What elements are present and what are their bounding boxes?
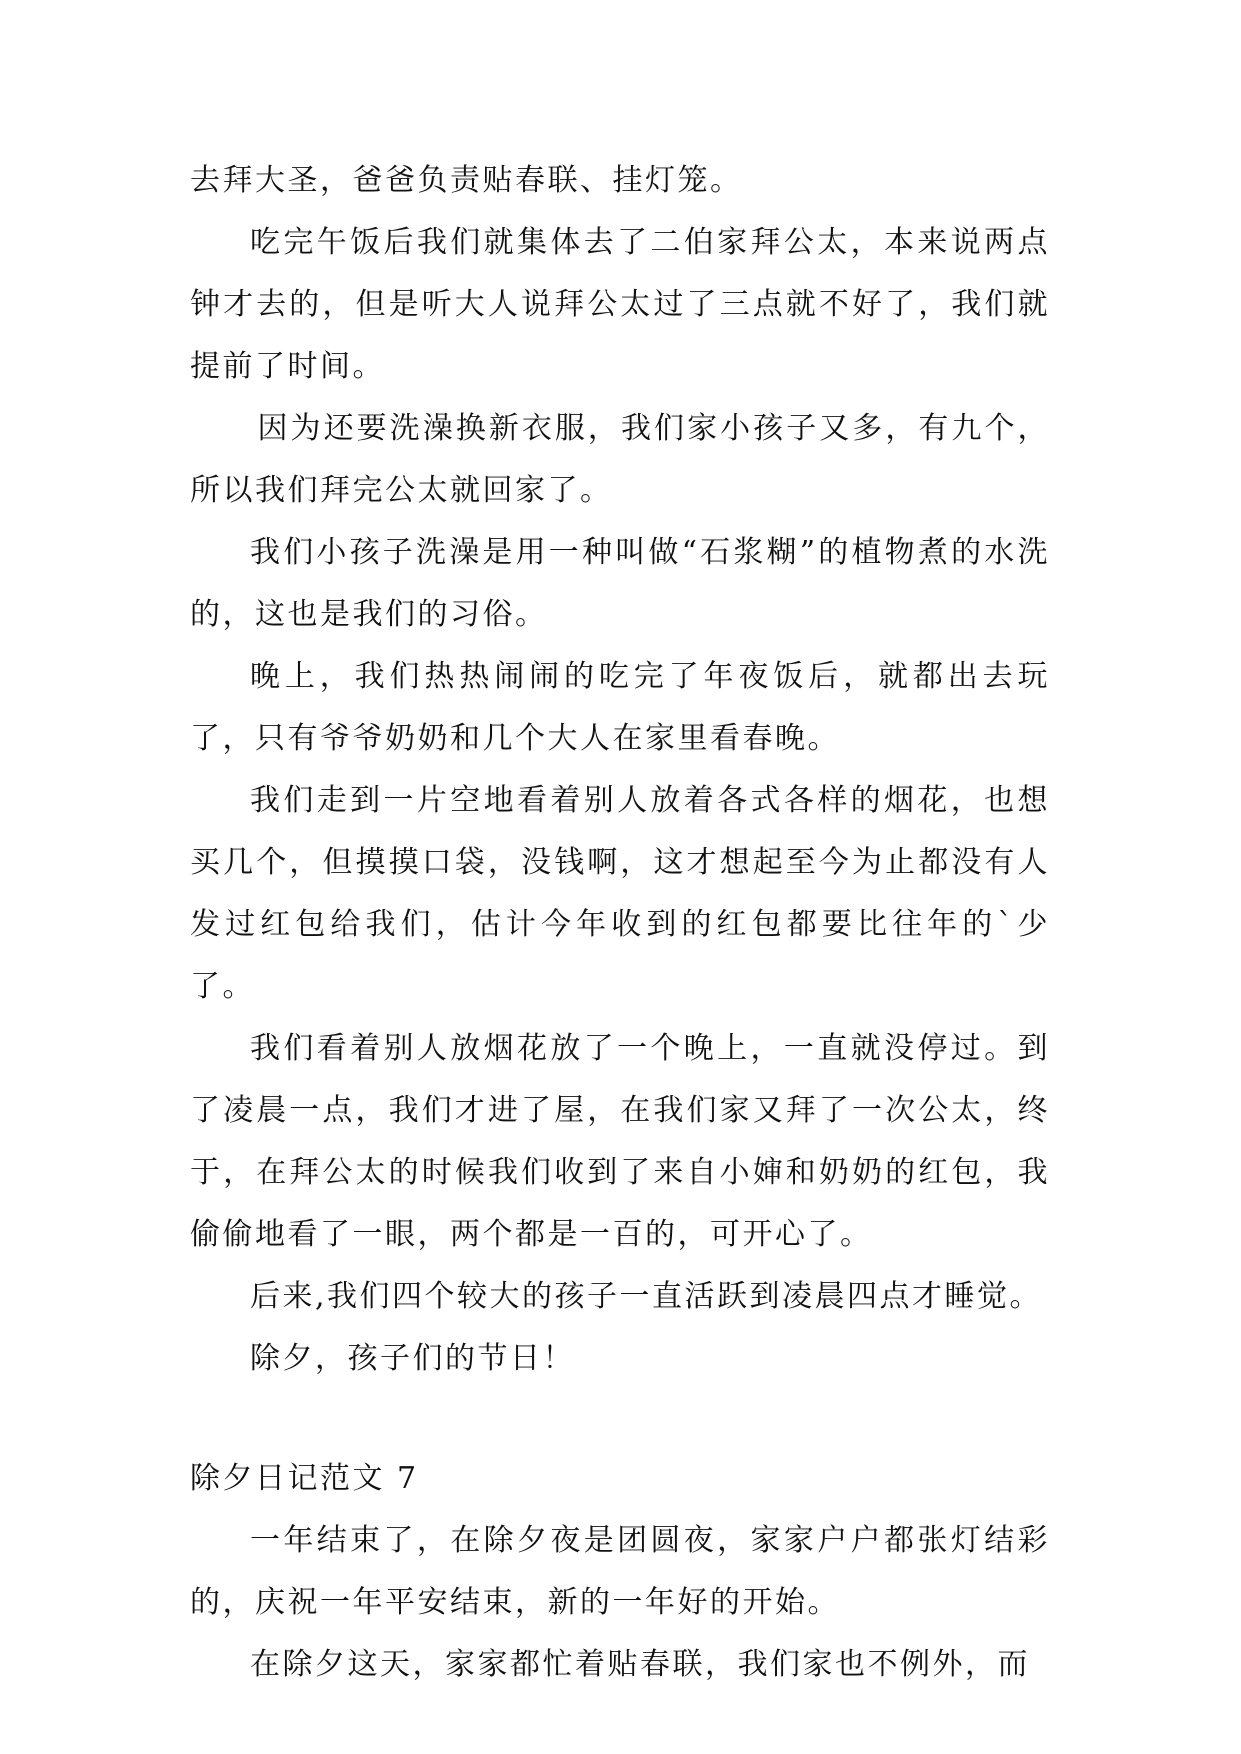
paragraph: 一年结束了，在除夕夜是团圆夜，家家户户都张灯结彩的，庆祝一年平安结束，新的一年好的开始。: [190, 1523, 1050, 1620]
paragraph: 因为还要洗澡换新衣服，我们家小孩子又多，有九个，所以我们拜完公太就回家了。: [190, 411, 1050, 508]
paragraph: 晚上，我们热热闹闹的吃完了年夜饭后，就都出去玩了，只有爷爷奶奶和几个大人在家里看春晚。: [190, 659, 1050, 756]
document-body: [190, 150, 1050, 1696]
section-heading: 除夕日记范文 7: [190, 1461, 419, 1496]
paragraph: 我们小孩子洗澡是用一种叫做“石浆糊”的植物煮的水洗的，这也是我们的习俗。: [190, 535, 1050, 632]
paragraph: 除夕，孩子们的节日！: [250, 1341, 575, 1376]
paragraph-continued: 去拜大圣，爸爸负责贴春联、挂灯笼。: [190, 163, 743, 198]
paragraph: 我们看着别人放烟花放了一个晚上，一直就没停过。到了凌晨一点，我们才进了屋，在我们家又拜了一次公太，终于，在拜公太的时候我们收到了来自小婶和奶奶的红包，我偷偷地看了一眼，两个都是一百的，可开心了。: [190, 1031, 1050, 1252]
paragraph: 我们走到一片空地看着别人放着各式各样的烟花，也想买几个，但摸摸口袋，没钱啊，这才想起至今为止都没有人发过红包给我们，估计今年收到的红包都要比往年的`少了。: [190, 783, 1050, 1004]
paragraph: 在除夕这天，家家都忙着贴春联，我们家也不例外，而: [250, 1647, 1030, 1682]
paragraph: 吃完午饭后我们就集体去了二伯家拜公太，本来说两点钟才去的，但是听大人说拜公太过了三点就不好了，我们就提前了时间。: [190, 225, 1050, 384]
section-spacer: [190, 1390, 1050, 1448]
paragraph: 后来,我们四个较大的孩子一直活跃到凌晨四点才睡觉。: [250, 1279, 1043, 1314]
